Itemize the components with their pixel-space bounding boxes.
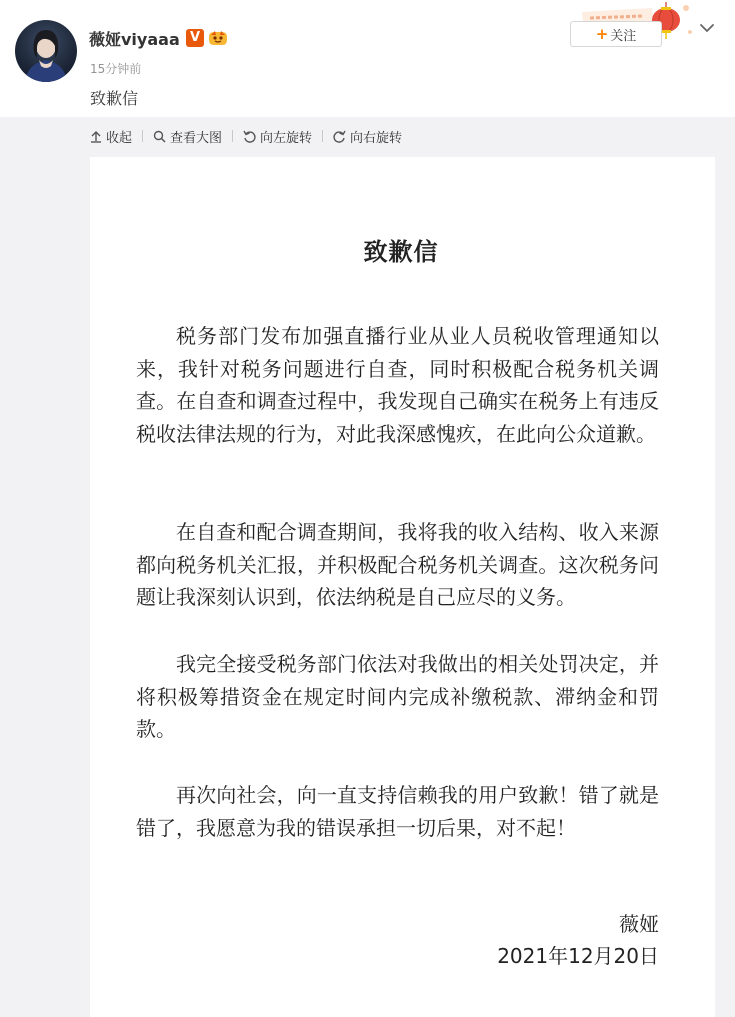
avatar-portrait-icon — [15, 20, 77, 82]
collapse-label: 收起 — [106, 130, 133, 146]
letter-title: 致歉信 — [363, 238, 439, 266]
magnifier-icon — [153, 130, 166, 143]
view-large-button[interactable] — [153, 127, 222, 146]
collapse-button[interactable] — [90, 127, 132, 146]
rotate-right-icon — [333, 130, 346, 143]
view-large-label: 查看大图 — [170, 130, 223, 146]
letter-paragraph-3: 我完全接受税务部门依法对我做出的相关处罚决定，并将积极筹措资金在规定时间内完成补缴税款、滞纳金和罚款。 — [136, 652, 659, 742]
username[interactable]: 薇娅viyaaa — [89, 30, 180, 49]
chevron-down-icon[interactable] — [697, 18, 717, 38]
toolbar-divider — [322, 130, 323, 142]
rotate-left-label: 向左旋转 — [260, 130, 313, 146]
letter-signature: 薇娅 — [619, 912, 659, 936]
fan-badge-icon[interactable] — [206, 28, 230, 48]
post-header — [0, 0, 735, 117]
follow-label: 关注 — [610, 28, 637, 44]
post-timestamp: 15分钟前 — [90, 62, 142, 76]
letter-paragraph-1: 税务部门发布加强直播行业从业人员税收管理通知以来，我针对税务问题进行自查，同时积极配合税务机关调查。在自查和调查过程中，我发现自己确实在税务上有违反税收法律法规的行为，对此我深感愧疚，在此向公众道歉。 — [136, 324, 659, 447]
rotate-right-button[interactable] — [333, 127, 402, 146]
rotate-left-icon — [243, 130, 256, 143]
post-text: 致歉信 — [90, 89, 139, 108]
toolbar-divider — [142, 130, 143, 142]
collapse-arrow-icon — [90, 130, 102, 143]
letter-paragraph-4: 再次向社会，向一直支持信赖我的用户致歉！错了就是错了，我愿意为我的错误承担一切后果，对不起！ — [136, 783, 659, 840]
plus-icon: + — [595, 25, 609, 43]
rotate-right-label: 向右旋转 — [350, 130, 403, 146]
follow-button[interactable] — [570, 21, 662, 47]
rotate-left-button[interactable] — [243, 127, 312, 146]
toolbar-divider — [232, 130, 233, 142]
avatar[interactable] — [15, 20, 77, 82]
letter-date: 2021年12月20日 — [497, 944, 659, 968]
image-toolbar — [90, 127, 402, 145]
letter-paragraph-2: 在自查和配合调查期间，我将我的收入结构、收入来源都向税务机关汇报，并积极配合税务机关调查。这次税务问题让我深刻认识到，依法纳税是自己应尽的义务。 — [136, 520, 659, 610]
verified-badge-icon[interactable]: V — [186, 29, 204, 47]
